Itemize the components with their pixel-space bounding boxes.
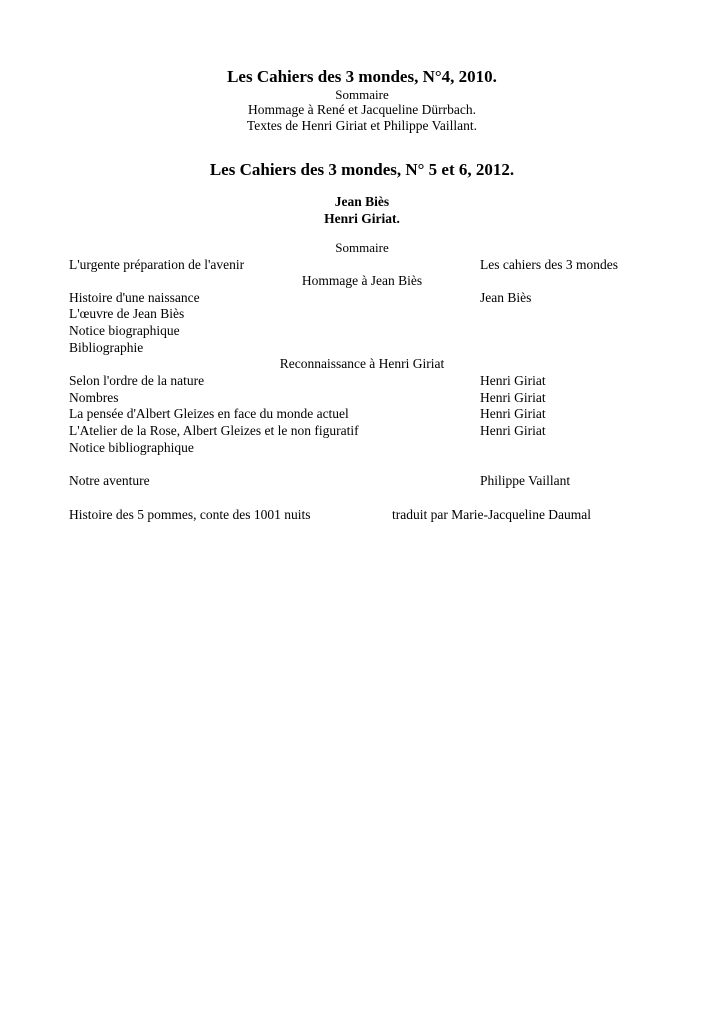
issue-4-line-1: Hommage à René et Jacqueline Dürrbach.	[248, 102, 476, 117]
toc-entry-title: Notice biographique	[69, 323, 180, 338]
toc-entry-title: Histoire d'une naissance	[69, 290, 200, 305]
section-heading-henri-giriat: Reconnaissance à Henri Giriat	[279, 356, 445, 371]
issue-56-sommaire: Sommaire	[335, 240, 389, 255]
issue-56-title: Les Cahiers des 3 mondes, N° 5 et 6, 2012.	[209, 160, 515, 179]
toc-entry-title: L'Atelier de la Rose, Albert Gleizes et le non figuratif	[69, 423, 359, 438]
toc-entry-title: La pensée d'Albert Gleizes en face du monde actuel	[69, 406, 349, 421]
issue-4-line-2: Textes de Henri Giriat et Philippe Vaillant.	[246, 118, 478, 133]
toc-entry-title: Histoire des 5 pommes, conte des 1001 nuits	[69, 507, 311, 522]
toc-entry-author: Jean Biès	[480, 290, 532, 305]
toc-entry-title: Notre aventure	[69, 473, 150, 488]
toc-entry-title: Nombres	[69, 390, 119, 405]
toc-entry-title: L'urgente préparation de l'avenir	[69, 257, 245, 272]
toc-entry-author: Henri Giriat	[480, 373, 546, 388]
toc-entry-title: L'œuvre de Jean Biès	[69, 306, 185, 321]
issue-56-name-1: Jean Biès	[334, 194, 390, 209]
issue-56-name-2: Henri Giriat.	[324, 211, 400, 226]
issue-4-sommaire: Sommaire	[335, 87, 389, 102]
issue-4-title: Les Cahiers des 3 mondes, N°4, 2010.	[227, 67, 497, 86]
section-heading-jean-bies: Hommage à Jean Biès	[301, 273, 423, 288]
toc-entry-author: traduit par Marie-Jacqueline Daumal	[392, 507, 592, 522]
toc-entry-author: Philippe Vaillant	[480, 473, 571, 488]
toc-entry-author: Les cahiers des 3 mondes	[480, 257, 618, 272]
toc-entry-author: Henri Giriat	[480, 423, 546, 438]
toc-entry-author: Henri Giriat	[480, 406, 546, 421]
toc-entry-title: Notice bibliographique	[69, 440, 194, 455]
toc-entry-title: Bibliographie	[69, 340, 144, 355]
toc-entry-title: Selon l'ordre de la nature	[69, 373, 205, 388]
toc-entry-author: Henri Giriat	[480, 390, 546, 405]
